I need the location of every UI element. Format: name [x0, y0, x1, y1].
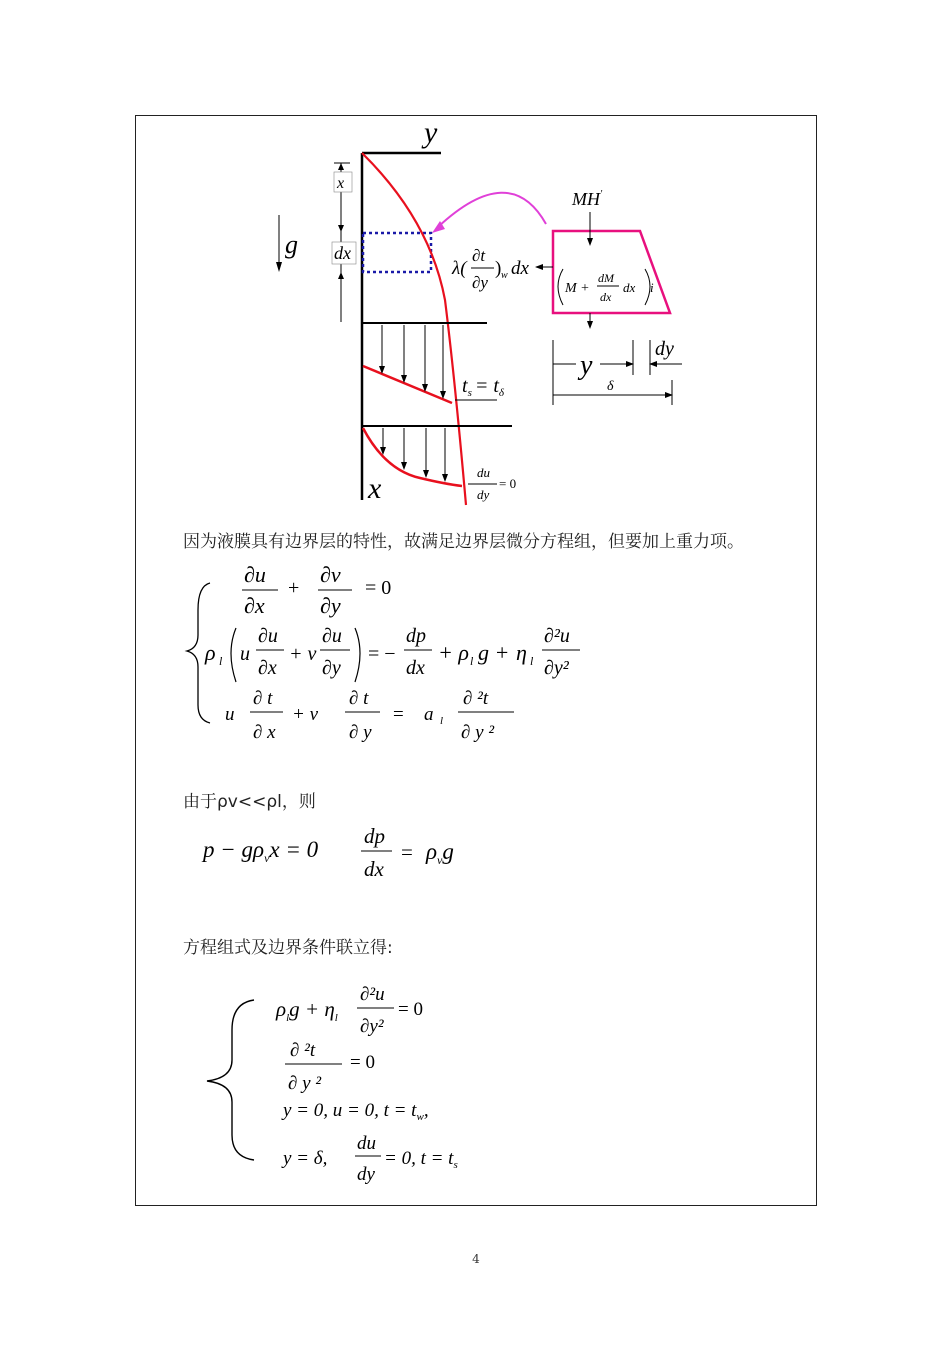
svg-text:ρvg: $\rho_vg$ [426, 839, 454, 867]
svg-text:∂ t: ∂ t [253, 688, 273, 709]
brace-3 [207, 1000, 254, 1160]
svg-text:ρlg + ηl: $\rho_lg + \eta_l$ [276, 997, 338, 1024]
boundary-layer-figure [0, 0, 952, 520]
M-plus: M + [565, 281, 590, 296]
i-label: i [650, 280, 654, 295]
svg-text:∂ y: ∂ y [349, 722, 372, 743]
svg-text:∂v: ∂v [320, 562, 341, 587]
svg-text:a: a [424, 704, 434, 725]
svg-text:dy: dy [357, 1164, 375, 1185]
svg-text:p − gρvx = 0: $p - g\rho_vx = 0$ [203, 837, 319, 865]
svg-text:∂x: ∂x [244, 593, 265, 618]
svg-text:= 0: = 0 [398, 999, 423, 1020]
svg-text:∂ y ²: ∂ y ² [288, 1073, 322, 1094]
dx-label: dx [334, 243, 351, 263]
dy-dim-label: dy [655, 338, 674, 360]
temperature-profile [363, 366, 452, 403]
equation-system-1 [0, 552, 952, 752]
x-segment-label: x [337, 175, 345, 192]
svg-text:=: = [401, 840, 413, 864]
svg-text:∂u: ∂u [322, 625, 342, 647]
du-eq0: = 0 [499, 476, 517, 491]
svg-text:dx: dx [364, 857, 384, 881]
du-label: du [477, 465, 490, 480]
svg-text:l: l [219, 654, 223, 668]
equation-system-3 [0, 975, 952, 1195]
paragraph-1: 因为液膜具有边界层的特性，故满足边界层微分方程组，但要加上重力项。 [183, 532, 744, 552]
svg-text:∂y²: ∂y² [544, 657, 569, 679]
svg-text:dx: dx [406, 657, 425, 679]
svg-text:∂ y ²: ∂ y ² [461, 722, 495, 743]
svg-text:η: η [516, 640, 527, 665]
svg-text:+ v: + v [292, 704, 319, 725]
svg-text:du: du [357, 1133, 376, 1154]
inner-dx: dx [623, 280, 636, 295]
svg-text:y = 0, u = 0, t = tw,: y = 0, u = 0, $t = t_w$, [283, 1100, 429, 1123]
svg-text:∂x: ∂x [258, 657, 277, 679]
svg-text:∂²u: ∂²u [360, 984, 385, 1005]
y-axis-label: y [424, 116, 438, 149]
page-number: 4 [472, 1252, 480, 1266]
svg-text:u: u [240, 643, 250, 665]
lambda-close: ) [495, 258, 502, 279]
velocity-arrows [383, 428, 445, 479]
dy-frac-label: ∂y [472, 273, 488, 292]
x-axis-label: x [368, 472, 382, 505]
ts-label: $t_s = t_\delta$ [462, 375, 505, 399]
paragraph-3: 方程组式及边界条件联立得: [183, 938, 393, 958]
svg-text:l: l [440, 715, 444, 727]
equation-2 [0, 815, 952, 885]
svg-text:l: l [470, 654, 474, 668]
svg-text:∂y²: ∂y² [360, 1016, 384, 1037]
svg-text:dp: dp [364, 824, 385, 848]
svg-text:∂ ²t: ∂ ²t [463, 688, 489, 709]
paragraph-2: 由于ρv<<ρl，则 [183, 792, 316, 812]
svg-text:+: + [288, 577, 300, 599]
lambda-dx: dx [511, 258, 529, 279]
dM-label: dM [598, 271, 614, 285]
svg-text:= −: = − [368, 643, 396, 665]
svg-text:∂y: ∂y [320, 593, 341, 618]
svg-text:∂u: ∂u [258, 625, 278, 647]
svg-text:= 0, t = ts: = 0, $t = t_s$ [384, 1148, 458, 1171]
element-box [363, 233, 431, 272]
svg-text:∂ ²t: ∂ ²t [290, 1040, 316, 1061]
svg-text:∂u: ∂u [244, 562, 266, 587]
dM-dx-label: dx [600, 290, 612, 304]
y-dim-label: y [580, 350, 593, 381]
svg-text:y = δ,: y = δ, [283, 1148, 328, 1169]
svg-text:+ v: + v [289, 643, 317, 665]
svg-text:∂²u: ∂²u [544, 625, 570, 647]
MH-label: MH' [572, 189, 603, 209]
lambda-label: λ( [452, 258, 467, 279]
w-sub: w [501, 270, 508, 281]
svg-text:=: = [393, 704, 404, 725]
magnify-arrow [438, 193, 546, 227]
svg-text:g +: g + [478, 640, 510, 665]
dy-label: dy [477, 487, 490, 502]
gravity-label: g [285, 230, 298, 259]
svg-text:∂ x: ∂ x [253, 722, 276, 743]
svg-text:+ ρ: + ρ [438, 640, 469, 665]
svg-text:∂y: ∂y [322, 657, 341, 679]
svg-text:∂ t: ∂ t [349, 688, 369, 709]
svg-text:= 0: = 0 [365, 577, 392, 599]
svg-text:l: l [530, 654, 534, 668]
svg-text:ρ: ρ [205, 640, 216, 665]
svg-text:= 0: = 0 [350, 1052, 375, 1073]
svg-text:u: u [225, 704, 235, 725]
dt-label: ∂t [472, 246, 486, 265]
svg-text:dp: dp [406, 625, 426, 647]
delta-label: δ [607, 379, 614, 394]
